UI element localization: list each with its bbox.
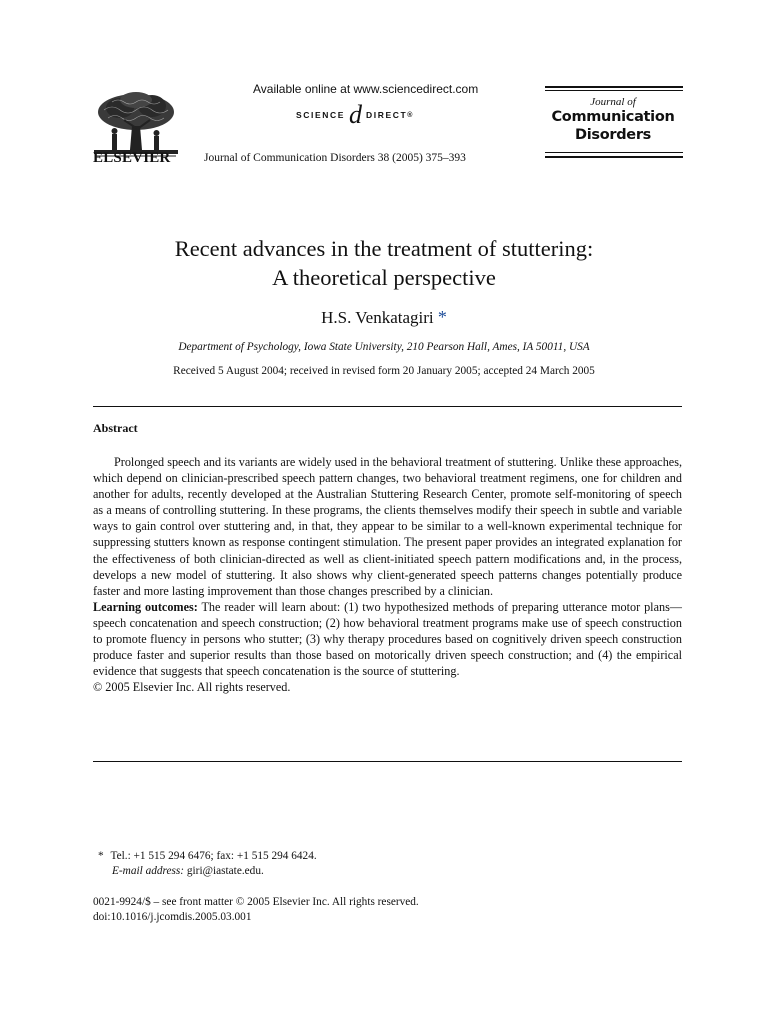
author-footnote-link[interactable]: *	[437, 307, 447, 327]
article-title-line1: Recent advances in the treatment of stuttering:	[174, 236, 594, 261]
sciencedirect-left-text: SCIENCE	[296, 110, 345, 120]
journal-logo-bottom-rule-2	[545, 156, 683, 161]
abstract-bottom-rule	[93, 761, 682, 762]
footnote-mark: *	[98, 850, 104, 862]
article-title	[0, 234, 768, 292]
author-line	[0, 307, 768, 328]
front-matter	[93, 895, 419, 925]
elsevier-wordmark: ELSEVIER	[93, 150, 171, 166]
journal-logo-line2: Disorders	[574, 127, 652, 143]
abstract-top-rule	[93, 406, 682, 407]
issn-line: 0021-9924/$ – see front matter © 2005 Elsevier Inc. All rights reserved.	[93, 896, 419, 908]
footnote-email-label: E-mail address:	[112, 865, 185, 877]
sciencedirect-registered-mark: ®	[407, 111, 413, 119]
abstract-heading: Abstract	[93, 421, 138, 435]
learning-outcomes	[93, 599, 682, 679]
sciencedirect-at-icon: d	[349, 100, 362, 129]
abstract-paragraph: Prolonged speech and its variants are widely used in the behavioral treatment of stuttering. Unlike these approaches, which depend on clinician-prescribed speech pattern changes, two behavioral treatment regimens, one for children and another for adults, recently developed at the Australian Stuttering Research Center, promote self-monitoring of speech as a means of controlling stuttering. In these programs, the clients themselves modify their speech in subtle and variable ways to gain control over stuttering and, in that, they appear to be similar to a well-known experimental technique for suppressing stutters known as response contingent stimulation. The present paper provides an integrated explanation for the effectiveness of both clinician-directed as well as client-initiated speech pattern modifications and, in the process, develops a new model of stuttering. It also shows why client-generated speech patterns changes potentially produce faster and more lasting improvement than those changes prescribed by a clinician.	[93, 455, 682, 598]
journal-logo-line1: Communication	[551, 109, 675, 125]
journal-logo-journal-of: Journal of	[590, 96, 636, 108]
available-online-notice[interactable]: Available online at www.sciencedirect.com	[253, 82, 479, 96]
sciencedirect-logo	[296, 100, 412, 130]
footnote-tel-fax: Tel.: +1 515 294 6476; fax: +1 515 294 6424.	[110, 850, 317, 862]
abstract-copyright: © 2005 Elsevier Inc. All rights reserved.	[93, 680, 291, 695]
author-name: H.S. Venkatagiri	[321, 308, 434, 327]
learning-outcomes-label: Learning outcomes:	[93, 599, 198, 614]
author-affiliation: Department of Psychology, Iowa State University, 210 Pearson Hall, Ames, IA 50011, USA	[178, 341, 590, 353]
received-dates: Received 5 August 2004; received in revised form 20 January 2005; accepted 24 March 2005	[173, 365, 595, 377]
corresponding-author-footnote	[98, 849, 317, 879]
sciencedirect-right-text: DIRECT	[366, 110, 408, 120]
journal-logo-title	[540, 108, 686, 144]
journal-citation: Journal of Communication Disorders 38 (2005) 375–393	[204, 152, 466, 164]
learning-outcomes-text: The reader will learn about: (1) two hypothesized methods of preparing utterance motor plans—speech concatenation and speech construction; (2) how behavioral treatment programs make use of speech construction to promote fluency in persons who stutter; (3) why therapy procedures based on cognitively driven speech construction produce faster and superior results than those based on motorically driven speech construction; and (4) the empirical evidence that suggests that speech concatenation is the source of stuttering.	[93, 599, 682, 679]
footnote-email-link[interactable]: giri@iastate.edu.	[186, 865, 264, 877]
article-title-line2: A theoretical perspective	[272, 265, 496, 290]
abstract-body	[93, 454, 682, 695]
doi-link[interactable]: doi:10.1016/j.jcomdis.2005.03.001	[93, 911, 252, 923]
journal-logo-top-rule-2	[545, 90, 683, 94]
